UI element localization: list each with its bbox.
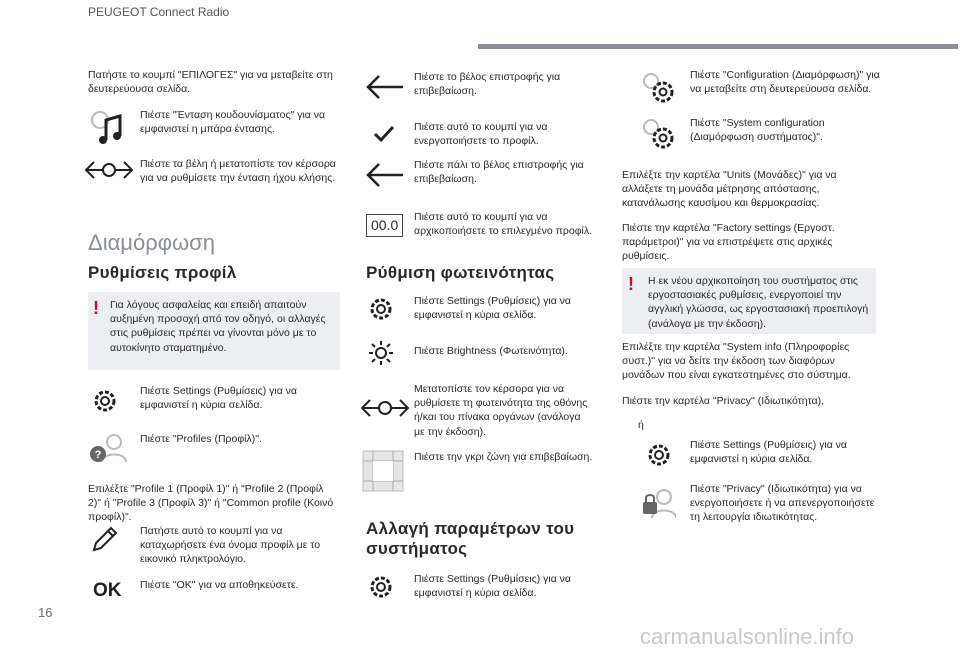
header-title: PEUGEOT Connect Radio <box>88 5 230 19</box>
slider-arrows-icon-2 <box>360 396 410 420</box>
privacy-icon <box>640 486 676 522</box>
subsection-title: Ρυθμίσεις προφίλ <box>88 263 237 282</box>
profile-icon <box>88 432 128 468</box>
svg-text:?: ? <box>94 449 102 461</box>
gear-icon-4 <box>646 442 672 468</box>
system-info-text: Επιλέξτε την καρτέλα "System info (Πληροφορίες συστ.)" για να δείτε την έκδοση των διαφόρων μονάδων που είναι εγκατεστημένες στο σύστημα. <box>622 341 851 382</box>
pencil-icon <box>90 524 120 554</box>
warning-icon-2: ! <box>628 274 634 294</box>
pencil-text: Πατήστε αυτό το κουμπί για να καταχωρήσετε ένα όνομα προφίλ με το εικονικό πληκτρολόγιο. <box>140 525 321 566</box>
safety-note-text: Για λόγους ασφαλείας και επειδή απαιτούν αυξημένη προσοχή από τον οδηγό, οι αλλαγές στις ρυθμίσεις πρέπει να γίνονται μόνο με το αυτοκίνητο σταματημένο. <box>110 299 326 354</box>
header-bar <box>478 44 958 49</box>
select-profile-text: Επιλέξτε "Profile 1 (Προφίλ 1)" ή "Profile 2 (Προφίλ 2)" ή "Profile 3 (Προφίλ 3)" ή "Common profile (Κοινό προφίλ)". <box>88 483 334 524</box>
or-text: ή <box>638 419 644 431</box>
ringtone-text: Πιέστε "Ένταση κουδουνίσματος" για να εμφανιστεί η μπάρα έντασης. <box>140 109 326 136</box>
brightness-title: Ρύθμιση φωτεινότητας <box>366 263 555 282</box>
configuration-icon <box>640 70 676 106</box>
system-config-icon <box>640 116 676 152</box>
reset-note-text: Η εκ νέου αρχικοποίηση του συστήματος στις εργοστασιακές ρυθμίσεις, ενεργοποιεί την αγγλική γλώσσα, ως εργοστασιακή προεπιλογή (ανάλογα με την έκδοση). <box>648 275 869 330</box>
back-arrow-icon-2 <box>365 160 405 190</box>
brightness-text: Πιέστε Brightness (Φωτεινότητα). <box>414 345 568 357</box>
warning-icon: ! <box>93 298 99 318</box>
profiles-text: Πιέστε "Profiles (Προφίλ)". <box>140 433 262 445</box>
privacy-text: Πιέστε "Privacy" (Ιδιωτικότητα) για να ενεργοποιήσετε ή να απενεργοποιήσετε τη λειτουργία ιδιωτικότητας. <box>690 483 875 524</box>
units-text: Επιλέξτε την καρτέλα "Units (Μονάδες)" για να αλλάξετε τη μονάδα μέτρησης απόστασης, κατανάλωσης καυσίμου και θερμοκρασίας. <box>622 169 837 210</box>
configuration-text: Πιέστε "Configuration (Διαμόρφωση)" για να μεταβείτε στη δευτερεύουσα σελίδα. <box>690 69 880 96</box>
gear-icon <box>92 388 118 414</box>
check-text: Πιέστε αυτό το κουμπί για να ενεργοποιήσετε το προφίλ. <box>414 121 548 148</box>
intro-text: Πατήστε το κουμπί "ΕΠΙΛΟΓΕΣ" για να μεταβείτε στη δευτερεύουσα σελίδα. <box>88 69 333 96</box>
gear-music-icon <box>88 108 128 148</box>
check-icon <box>372 124 396 144</box>
system-title-2: συστήματος <box>366 539 468 558</box>
arrows-text: Πιέστε τα βέλη ή μετατοπίστε τον κέρσορα για να ρυθμίσετε την ένταση ήχου κλήσης. <box>140 158 336 185</box>
watermark: carmanualsonline.info <box>640 624 855 649</box>
factory-text: Πιέστε την καρτέλα "Factory settings (Εργοστ. παράμετροι)" για να επιστρέψετε στις αρχικές ρυθμίσεις. <box>622 222 835 263</box>
back1-text: Πιέστε το βέλος επιστροφής για επιβεβαίωση. <box>414 71 561 98</box>
slider-text: Μετατοπίστε τον κέρσορα για να ρυθμίσετε τη φωτεινότητα της οθόνης ή/και του πίνακα οργάνων (ανάλογα με την έκδοση). <box>414 383 588 438</box>
reset-text: Πιέστε αυτό το κουμπί για να αρχικοποιήσετε το επιλεγμένο προφίλ. <box>414 211 593 238</box>
settings-text-3: Πιέστε Settings (Ρυθμίσεις) για να εμφανιστεί η κύρια σελίδα. <box>414 573 572 600</box>
ok-icon: OK <box>93 580 122 601</box>
safety-note <box>88 292 340 370</box>
settings-text-4: Πιέστε Settings (Ρυθμίσεις) για να εμφανιστεί η κύρια σελίδα. <box>690 439 848 466</box>
back2-text: Πιέστε πάλι το βέλος επιστροφής για επιβεβαίωση. <box>414 159 584 186</box>
privacy-tab-text: Πιέστε την καρτέλα "Privacy" (Ιδιωτικότητα), <box>622 395 825 407</box>
section-title: Διαμόρφωση <box>88 230 215 255</box>
ok-text: Πιέστε "OK" για να αποθηκεύσετε. <box>140 579 299 591</box>
gear-icon-3 <box>368 574 394 600</box>
gear-icon-2 <box>368 296 394 322</box>
system-title-1: Αλλαγή παραμέτρων του <box>366 519 575 538</box>
settings-text: Πιέστε Settings (Ρυθμίσεις) για να εμφανιστεί η κύρια σελίδα. <box>140 385 298 412</box>
brightness-icon <box>366 340 396 366</box>
slider-arrows-icon <box>84 158 134 182</box>
settings-text-2: Πιέστε Settings (Ρυθμίσεις) για να εμφανιστεί η κύρια σελίδα. <box>414 295 572 322</box>
reset-note <box>622 268 876 334</box>
grey-zone-icon <box>362 450 404 492</box>
system-config-text: Πιέστε "System configuration (Διαμόρφωση συστήματος)". <box>690 117 825 144</box>
reset-icon: 00.0 <box>366 214 403 237</box>
page-number: 16 <box>38 605 53 620</box>
back-arrow-icon <box>365 72 405 102</box>
grey-text: Πιέστε την γκρι ζώνη για επιβεβαίωση. <box>414 451 593 463</box>
